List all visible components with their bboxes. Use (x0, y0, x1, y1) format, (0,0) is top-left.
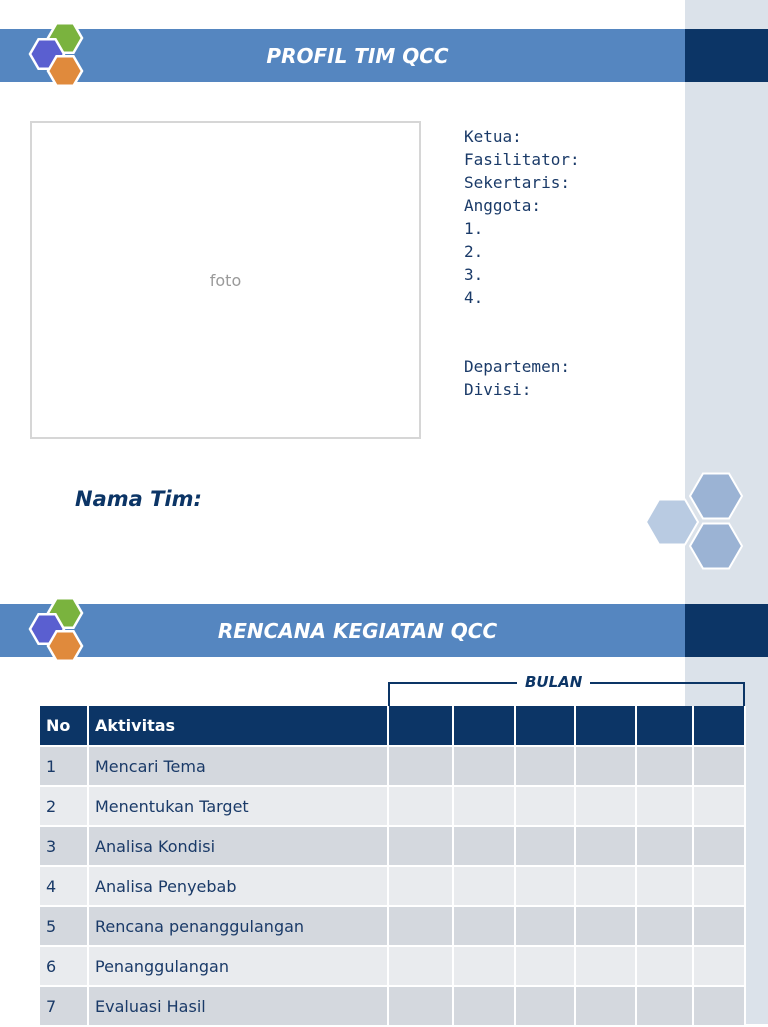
role-fasilitator: Fasilitator: (464, 150, 580, 169)
month-header-cell (693, 706, 745, 746)
row-no: 1 (40, 746, 88, 786)
month-header-cell (636, 706, 693, 746)
table-row (40, 906, 745, 946)
member-2: 2. (464, 242, 484, 261)
row-activity: Menentukan Target (88, 786, 388, 826)
month-header-cell (575, 706, 636, 746)
bulan-bracket (388, 673, 745, 706)
row-no: 3 (40, 826, 88, 866)
row-activity: Rencana penanggulangan (88, 906, 388, 946)
plan-banner (0, 604, 685, 657)
banner-block (685, 29, 768, 82)
table-row (40, 986, 745, 1026)
header-no: No (40, 706, 88, 746)
month-header-cell (453, 706, 515, 746)
table-row (40, 826, 745, 866)
plan-title: RENCANA KEGIATAN QCC (217, 618, 498, 643)
hexagon-logo-icon (8, 16, 88, 96)
table-row (40, 786, 745, 826)
role-sekertaris: Sekertaris: (464, 173, 570, 192)
row-no: 7 (40, 986, 88, 1026)
row-no: 6 (40, 946, 88, 986)
profile-banner (0, 29, 685, 82)
team-roles (464, 125, 580, 401)
header-activity: Aktivitas (88, 706, 388, 746)
table-row (40, 866, 745, 906)
member-1: 1. (464, 219, 484, 238)
row-activity: Analisa Kondisi (88, 826, 388, 866)
decorative-hexagons-icon (640, 470, 750, 575)
row-no: 5 (40, 906, 88, 946)
row-no: 2 (40, 786, 88, 826)
member-3: 3. (464, 265, 484, 284)
profile-title: PROFIL TIM QCC (266, 43, 449, 68)
table-row (40, 946, 745, 986)
bulan-label: BULAN (517, 673, 590, 691)
role-anggota: Anggota: (464, 196, 542, 215)
row-activity: Evaluasi Hasil (88, 986, 388, 1026)
role-ketua: Ketua: (464, 127, 522, 146)
table-row (40, 746, 745, 786)
banner-block (685, 604, 768, 657)
row-activity: Penanggulangan (88, 946, 388, 986)
activity-plan-table (40, 706, 746, 1027)
month-header-cell (388, 706, 453, 746)
row-no: 4 (40, 866, 88, 906)
row-activity: Mencari Tema (88, 746, 388, 786)
table-header-row (40, 706, 745, 746)
photo-label: foto (209, 270, 242, 290)
photo-placeholder (30, 121, 421, 439)
row-activity: Analisa Penyebab (88, 866, 388, 906)
role-departemen: Departemen: (464, 357, 570, 376)
hexagon-logo-icon (8, 591, 88, 671)
role-divisi: Divisi: (464, 380, 532, 399)
team-name-label: Nama Tim: (75, 487, 202, 511)
member-4: 4. (464, 288, 484, 307)
month-header-cell (515, 706, 575, 746)
